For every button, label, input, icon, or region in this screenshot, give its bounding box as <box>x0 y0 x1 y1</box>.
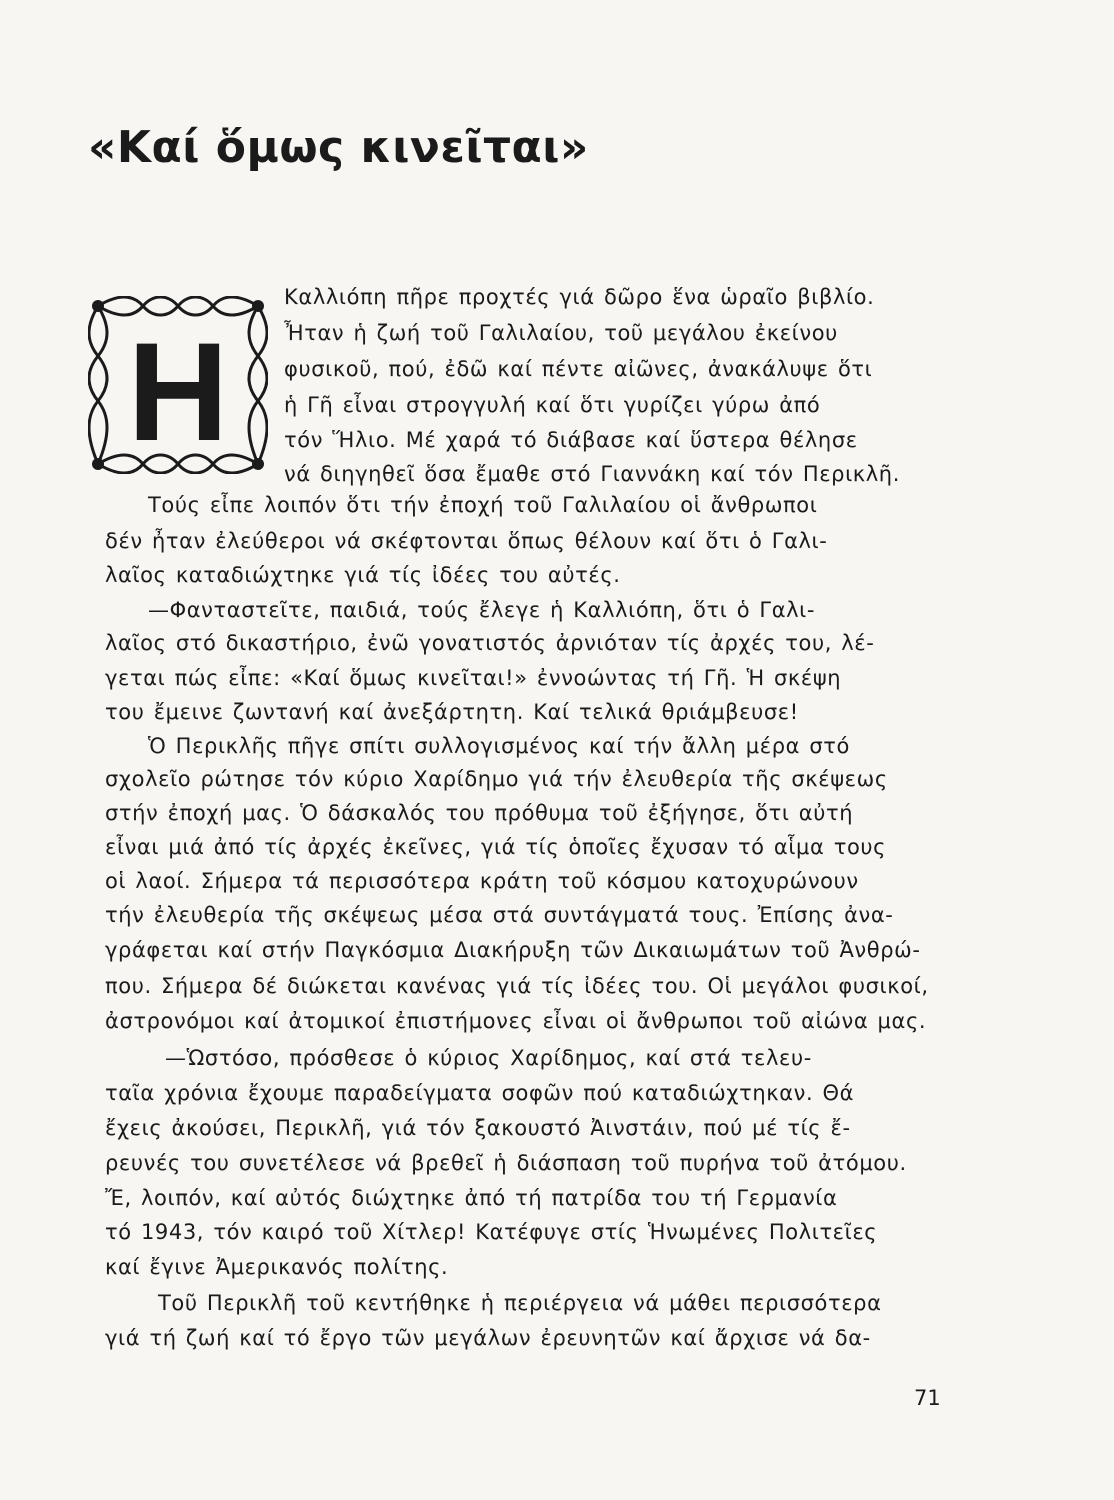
text-line: γεται πώς εἶπε: «Καί ὅμως κινεῖται!» ἐννοώντας τή Γῆ. Ἡ σκέψη <box>105 666 842 690</box>
text-line: εἶναι μιά ἀπό τίς ἀρχές ἐκεῖνες, γιά τίς ὁποῖες ἔχυσαν τό αἷμα τους <box>105 835 887 859</box>
text-line: στήν ἐποχή μας. Ὁ δάσκαλός του πρόθυμα τοῦ ἐξήγησε, ὅτι αὐτή <box>105 801 854 825</box>
text-line: λαῖος στό δικαστήριο, ἐνῶ γονατιστός ἀρνιόταν τίς ἀρχές του, λέ- <box>105 631 875 655</box>
text-line: οἱ λαοί. Σήμερα τά περισσότερα κράτη τοῦ κόσμου κατοχυρώνουν <box>105 869 859 893</box>
text-line: λαῖος καταδιώχτηκε γιά τίς ἰδέες του αὐτές. <box>105 563 621 587</box>
text-line: του ἔμεινε ζωντανή καί ἀνεξάρτητη. Καί τελικά θριάμβευσε! <box>105 700 799 724</box>
chapter-title: «Καί ὅμως κινεῖται» <box>88 122 589 173</box>
text-line: σχολεῖο ρώτησε τόν κύριο Χαρίδημο γιά τήν ἐλευθερία τῆς σκέψεως <box>105 767 888 791</box>
text-line: Ἦταν ἡ ζωή τοῦ Γαλιλαίου, τοῦ μεγάλου ἐκείνου <box>284 321 838 345</box>
text-line: καί ἔγινε Ἀμερικανός πολίτης. <box>105 1255 449 1279</box>
text-line: —Ὡστόσο, πρόσθεσε ὁ κύριος Χαρίδημος, καί στά τελευ- <box>165 1046 812 1070</box>
text-line: τόν Ἥλιο. Μέ χαρά τό διάβασε καί ὕστερα θέλησε <box>284 428 858 452</box>
text-line: τό 1943, τόν καιρό τοῦ Χίτλερ! Κατέφυγε στίς Ἡνωμένες Πολιτεῖες <box>105 1220 878 1244</box>
text-line: νά διηγηθεῖ ὅσα ἔμαθε στό Γιαννάκη καί τόν Περικλῆ. <box>284 462 900 486</box>
text-line: Τούς εἶπε λοιπόν ὅτι τήν ἐποχή τοῦ Γαλιλαίου οἱ ἄνθρωποι <box>148 493 818 517</box>
text-line: Καλλιόπη πῆρε προχτές γιά δῶρο ἕνα ὡραῖο βιβλίο. <box>284 285 875 309</box>
text-line: ταῖα χρόνια ἔχουμε παραδείγματα σοφῶν πού καταδιώχτηκαν. Θά <box>105 1081 855 1105</box>
text-line: που. Σήμερα δέ διώκεται κανένας γιά τίς ἰδέες του. Οἱ μεγάλοι φυσικοί, <box>105 974 929 998</box>
text-line: δέν ἦταν ἐλεύθεροι νά σκέφτονται ὅπως θέλουν καί ὅτι ὁ Γαλι- <box>105 529 828 553</box>
text-line: ἡ Γῆ εἶναι στρογγυλή καί ὅτι γυρίζει γύρω ἀπό <box>284 393 821 417</box>
text-line: Ἔ, λοιπόν, καί αὐτός διώχτηκε ἀπό τή πατρίδα του τή Γερμανία <box>105 1186 838 1210</box>
text-line: Ὁ Περικλῆς πῆγε σπίτι συλλογισμένος καί τήν ἄλλη μέρα στό <box>148 734 850 758</box>
page-number: 71 <box>914 1386 941 1410</box>
text-line: γιά τή ζωή καί τό ἔργο τῶν μεγάλων ἐρευνητῶν καί ἄρχισε νά δα- <box>105 1326 871 1350</box>
text-line: ἔχεις ἀκούσει, Περικλῆ, γιά τόν ξακουστό Ἀινστάιν, πού μέ τίς ἔ- <box>105 1116 851 1140</box>
text-line: Τοῦ Περικλῆ τοῦ κεντήθηκε ἡ περιέργεια νά μάθει περισσότερα <box>158 1291 882 1315</box>
text-line: γράφεται καί στήν Παγκόσμια Διακήρυξη τῶν Δικαιωμάτων τοῦ Ἀνθρώ- <box>105 938 921 962</box>
text-line: φυσικοῦ, πού, ἐδῶ καί πέντε αἰῶνες, ἀνακάλυψε ὅτι <box>284 357 873 381</box>
text-line: ἀστρονόμοι καί ἀτομικοί ἐπιστήμονες εἶναι οἱ ἄνθρωποι τοῦ αἰώνα μας. <box>105 1009 927 1033</box>
drop-cap-letter: Η <box>127 313 229 470</box>
text-line: ρευνές του συνετέλεσε νά βρεθεῖ ἡ διάσπαση τοῦ πυρήνα τοῦ ἀτόμου. <box>105 1151 907 1175</box>
text-line: —Φανταστεῖτε, παιδιά, τούς ἔλεγε ἡ Καλλιόπη, ὅτι ὁ Γαλι- <box>148 598 816 622</box>
drop-cap-ornament <box>88 296 268 474</box>
text-line: τήν ἐλευθερία τῆς σκέψεως μέσα στά συντάγματά τους. Ἐπίσης ἀνα- <box>105 903 894 927</box>
